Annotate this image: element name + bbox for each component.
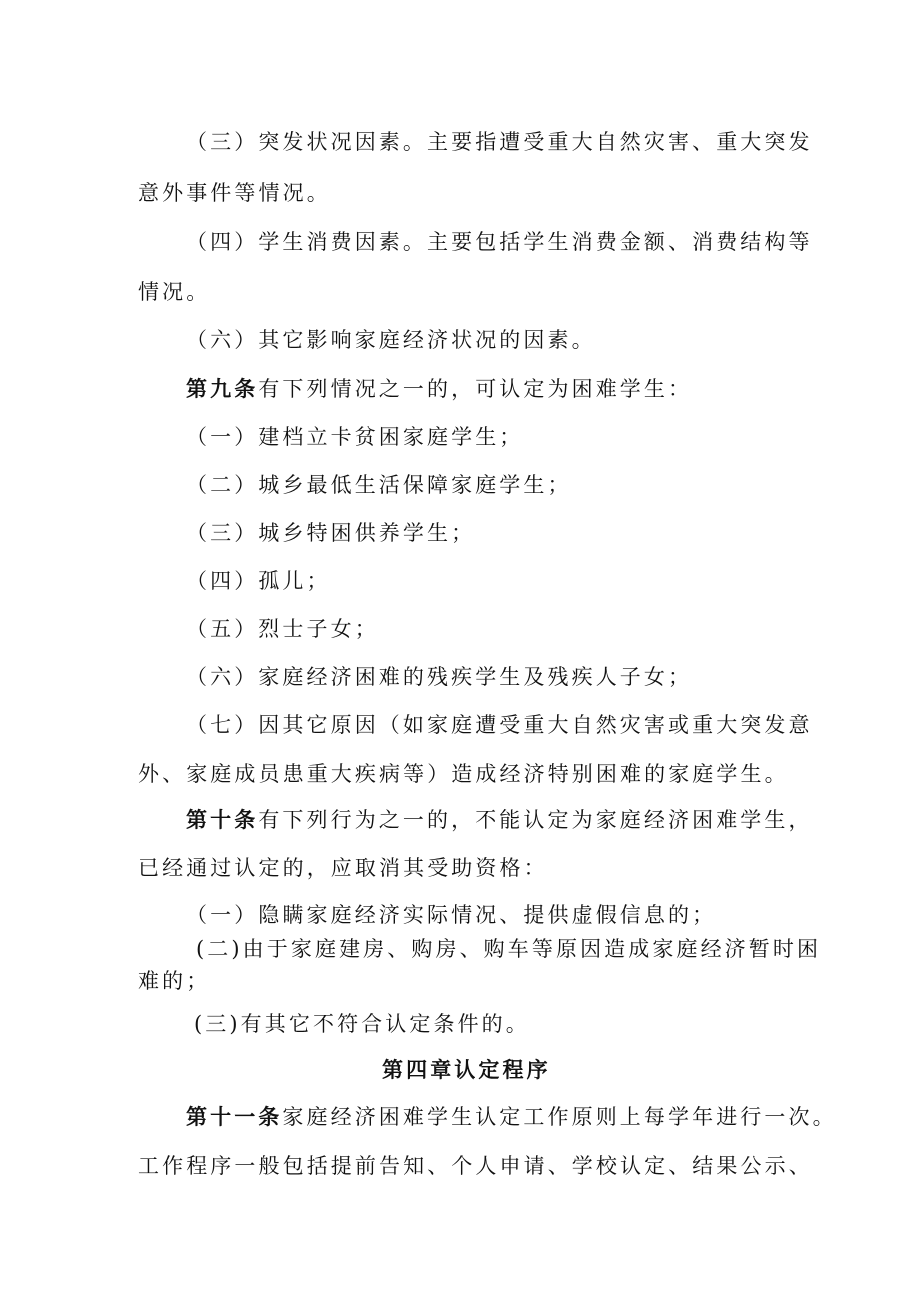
list-item: 难的；	[138, 969, 211, 993]
article-text: 有下列行为之一的，不能认定为家庭经济困难学生，	[258, 808, 813, 832]
list-item: （七）因其它原因（如家庭遭受重大自然灾害或重大突发意	[186, 713, 813, 737]
list-item: （四）孤儿；	[186, 569, 331, 593]
paragraph-line: （三）突发状况因素。主要指遭受重大自然灾害、重大突发	[186, 130, 813, 154]
paragraph-line: 情况。	[138, 280, 211, 304]
paragraph-line: 已经通过认定的，应取消其受助资格：	[138, 856, 548, 880]
list-item: （五）烈士子女；	[186, 617, 379, 641]
list-item: 外、家庭成员患重大疾病等）造成经济特别困难的家庭学生。	[138, 762, 789, 786]
article-9-heading	[186, 374, 692, 404]
article-label: 第九条	[186, 376, 259, 401]
chapter-title: 第四章认定程序	[382, 1057, 551, 1082]
list-item: (二)由于家庭建房、购房、购车等原因造成家庭经济暂时困	[196, 937, 822, 961]
article-text: 家庭经济困难学生认定工作原则上每学年进行一次。	[282, 1105, 837, 1129]
list-item: （二）城乡最低生活保障家庭学生；	[186, 473, 572, 497]
article-label: 第十一条	[186, 1104, 283, 1129]
list-item: （一）建档立卡贫困家庭学生；	[186, 425, 524, 449]
paragraph-line: 工作程序一般包括提前告知、个人申请、学校认定、结果公示、	[138, 1154, 813, 1178]
list-item: （一）隐瞒家庭经济实际情况、提供虚假信息的；	[186, 903, 717, 927]
list-item: （六）家庭经济困难的残疾学生及残疾人子女；	[186, 665, 693, 689]
article-11-heading	[186, 1102, 837, 1132]
article-label: 第十条	[186, 807, 259, 832]
paragraph-line: （四）学生消费因素。主要包括学生消费金额、消费结构等	[186, 230, 813, 254]
list-item: （三）城乡特困供养学生；	[186, 521, 476, 545]
list-item: (三)有其它不符合认定条件的。	[194, 1012, 530, 1036]
paragraph-line: （六）其它影响家庭经济状况的因素。	[186, 328, 596, 352]
paragraph-line: 意外事件等情况。	[138, 181, 331, 205]
article-text: 有下列情况之一的，可认定为困难学生：	[258, 377, 693, 401]
article-10-heading	[186, 805, 813, 835]
